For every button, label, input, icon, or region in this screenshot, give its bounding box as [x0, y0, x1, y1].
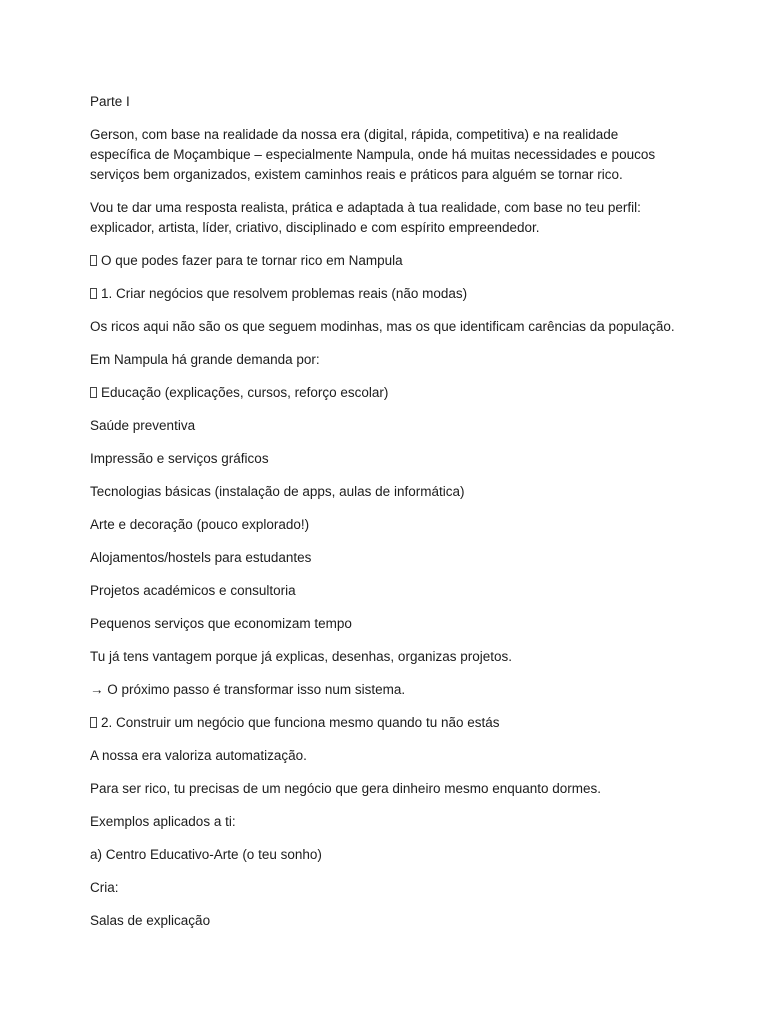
proximo-paragraph: → O próximo passo é transformar isso num sistema.: [90, 682, 406, 697]
missing-glyph-icon: [90, 387, 97, 398]
main-heading: [90, 251, 680, 271]
heading-2: [90, 713, 680, 733]
cria-paragraph: Cria:: [90, 880, 119, 895]
demand-item-educacao: [90, 383, 680, 403]
missing-glyph-icon: [90, 288, 97, 299]
demand-item: Impressão e serviços gráficos: [90, 451, 269, 466]
main-heading-text: O que podes fazer para te tornar rico em Nampula: [101, 253, 403, 268]
demanda-paragraph: Em Nampula há grande demanda por:: [90, 352, 320, 367]
exemplos-paragraph: Exemplos aplicados a ti:: [90, 814, 236, 829]
document-body: [90, 92, 680, 944]
demand-item: Arte e decoração (pouco explorado!): [90, 517, 310, 532]
demand-item: Tecnologias básicas (instalação de apps, aulas de informática): [90, 484, 465, 499]
heading-1: [90, 284, 680, 304]
promise-paragraph: Vou te dar uma resposta realista, prática e adaptada à tua realidade, com base no teu perfil: explicador, artista, líder, criativo, disciplinado e com espírito empreendedor.: [90, 200, 641, 235]
demand-item: Projetos académicos e consultoria: [90, 583, 296, 598]
rico-paragraph: Para ser rico, tu precisas de um negócio que gera dinheiro mesmo enquanto dormes.: [90, 781, 602, 796]
automatizacao-paragraph: A nossa era valoriza automatização.: [90, 748, 307, 763]
demand-item-text: Educação (explicações, cursos, reforço escolar): [101, 385, 389, 400]
salas-paragraph: Salas de explicação: [90, 913, 211, 928]
heading-1-text: 1. Criar negócios que resolvem problemas reais (não modas): [101, 286, 468, 301]
demand-item: Pequenos serviços que economizam tempo: [90, 616, 352, 631]
ricos-paragraph: Os ricos aqui não são os que seguem modinhas, mas os que identificam carências da população.: [90, 319, 675, 334]
heading-2-text: 2. Construir um negócio que funciona mesmo quando tu não estás: [101, 715, 500, 730]
missing-glyph-icon: [90, 717, 97, 728]
centro-paragraph: a) Centro Educativo-Arte (o teu sonho): [90, 847, 322, 862]
section-title: Parte I: [90, 94, 130, 109]
missing-glyph-icon: [90, 255, 97, 266]
demand-item: Alojamentos/hostels para estudantes: [90, 550, 312, 565]
intro-paragraph: Gerson, com base na realidade da nossa era (digital, rápida, competitiva) e na realidade específica de Moçambique – especialmente Nampula, onde há muitas necessidades e poucos serviços bem organizados, existem caminhos reais e práticos para alguém se tornar rico.: [90, 127, 656, 182]
demand-item: Saúde preventiva: [90, 418, 196, 433]
vantagem-paragraph: Tu já tens vantagem porque já explicas, desenhas, organizas projetos.: [90, 649, 513, 664]
